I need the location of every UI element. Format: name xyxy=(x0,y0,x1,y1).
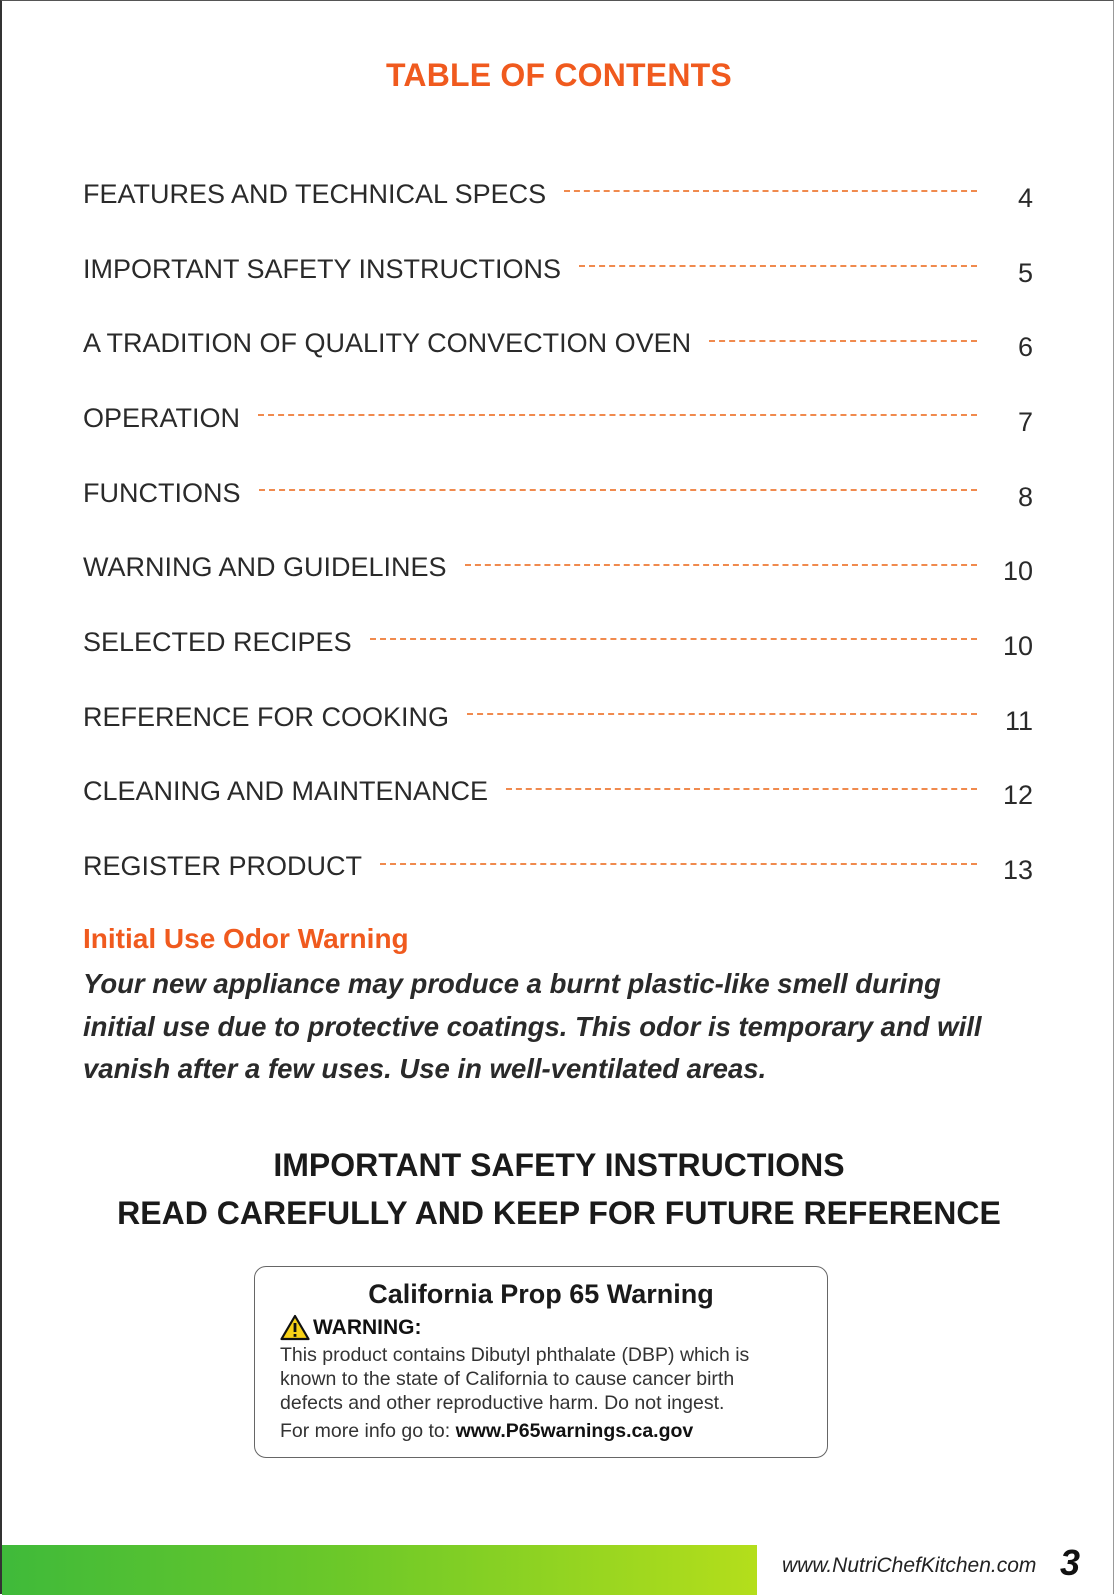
prop65-more-info xyxy=(280,1420,827,1443)
prop65-title: California Prop 65 Warning xyxy=(368,1279,714,1309)
toc-entry-page: 4 xyxy=(1017,182,1033,213)
toc-entry[interactable] xyxy=(83,306,1033,381)
dotted-leader xyxy=(370,638,977,640)
toc-entry-page: 5 xyxy=(1017,257,1033,288)
toc-entry-label: REGISTER PRODUCT xyxy=(83,851,363,882)
dotted-leader xyxy=(564,190,977,192)
safety-heading xyxy=(2,1141,1114,1237)
toc-entry[interactable] xyxy=(83,232,1033,307)
toc-entry-label: FUNCTIONS xyxy=(83,477,241,508)
footer-website[interactable]: www.NutriChefKitchen.com xyxy=(782,1554,1037,1577)
toc-entry[interactable] xyxy=(83,157,1033,232)
toc-entry-page: 10 xyxy=(1002,556,1033,587)
prop65-warning-label: WARNING: xyxy=(313,1315,422,1339)
toc-entry[interactable] xyxy=(83,530,1033,605)
dotted-leader xyxy=(258,414,977,416)
toc-entry-label: SELECTED RECIPES xyxy=(83,626,352,657)
safety-heading-line2: READ CAREFULLY AND KEEP FOR FUTURE REFERENCE xyxy=(117,1195,1001,1231)
toc-entry-label: OPERATION xyxy=(83,402,241,433)
odor-warning-text: Your new appliance may produce a burnt plastic-like smell during initial use due to protective coatings. This odor is temporary and will vanish after a few uses. Use in well-ventilated areas. xyxy=(83,968,982,1084)
toc-entry[interactable] xyxy=(83,829,1033,904)
toc-entry-label: REFERENCE FOR COOKING xyxy=(83,701,450,732)
prop65-warning-label-row xyxy=(280,1314,827,1341)
dotted-leader xyxy=(467,713,977,715)
dotted-leader xyxy=(259,489,978,491)
footer-page-number: 3 xyxy=(1060,1542,1081,1583)
prop65-more-prefix: For more info go to: xyxy=(280,1420,456,1442)
toc-entry[interactable] xyxy=(83,456,1033,531)
dotted-leader xyxy=(709,340,977,342)
toc-entry-page: 12 xyxy=(1002,780,1033,811)
toc-entry-page: 13 xyxy=(1002,855,1033,886)
prop65-body: This product contains Dibutyl phthalate (DBP) which is known to the state of California to cause cancer birth defects and other reproductive harm. Do not ingest. xyxy=(280,1344,750,1414)
toc-entry-label: A TRADITION OF QUALITY CONVECTION OVEN xyxy=(83,328,692,359)
safety-heading-line1: IMPORTANT SAFETY INSTRUCTIONS xyxy=(273,1147,845,1183)
footer-gradient-bar xyxy=(2,1545,757,1595)
toc-entry-page: 7 xyxy=(1017,406,1033,437)
toc-entry-page: 10 xyxy=(1002,630,1033,661)
table-of-contents xyxy=(83,157,1033,904)
toc-entry[interactable] xyxy=(83,755,1033,830)
toc-entry-label: FEATURES AND TECHNICAL SPECS xyxy=(83,178,547,209)
odor-warning-title: Initial Use Odor Warning xyxy=(83,923,409,954)
toc-entry-page: 11 xyxy=(1004,705,1033,736)
warning-triangle-icon xyxy=(280,1314,310,1341)
prop65-link[interactable]: www.P65warnings.ca.gov xyxy=(455,1420,694,1442)
toc-entry-label: WARNING AND GUIDELINES xyxy=(83,552,447,583)
toc-entry-label: IMPORTANT SAFETY INSTRUCTIONS xyxy=(83,253,562,284)
dotted-leader xyxy=(380,863,977,865)
toc-entry[interactable] xyxy=(83,605,1033,680)
toc-entry[interactable] xyxy=(83,381,1033,456)
dotted-leader xyxy=(465,564,977,566)
prop65-warning-box xyxy=(254,1266,828,1458)
toc-entry-page: 6 xyxy=(1017,332,1033,363)
toc-entry-page: 8 xyxy=(1017,481,1033,512)
toc-entry[interactable] xyxy=(83,680,1033,755)
toc-title: TABLE OF CONTENTS xyxy=(386,57,732,93)
dotted-leader xyxy=(506,788,977,790)
toc-entry-label: CLEANING AND MAINTENANCE xyxy=(83,776,489,807)
dotted-leader xyxy=(579,265,977,267)
